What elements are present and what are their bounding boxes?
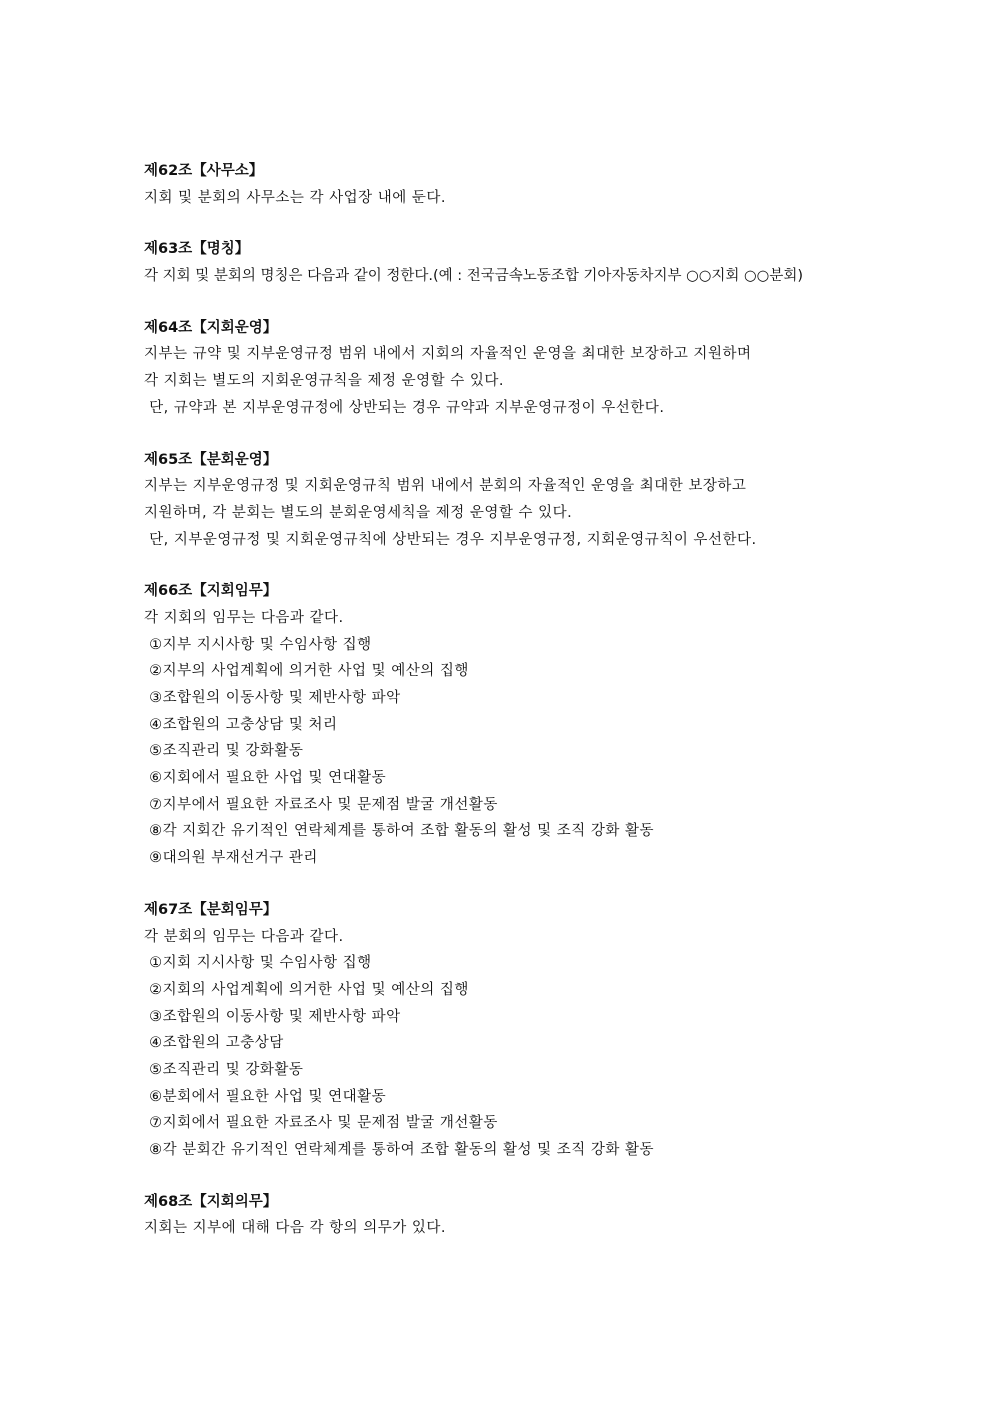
list-item: ⑦지부에서 필요한 자료조사 및 문제점 발굴 개선활동 — [144, 796, 498, 813]
list-item: ④조합원의 고충상담 — [144, 1035, 284, 1052]
article-text-line: 단, 규약과 본 지부운영규정에 상반되는 경우 규약과 지부운영규정이 우선한다. — [144, 399, 665, 416]
article-62 — [144, 158, 860, 211]
article-text-line: 지원하며, 각 분회는 별도의 분회운영세칙을 제정 운영할 수 있다. — [144, 504, 573, 521]
list-item: ⑥지회에서 필요한 사업 및 연대활동 — [144, 770, 387, 787]
article-text-line: 지부는 규약 및 지부운영규정 범위 내에서 지회의 자율적인 운영을 최대한 보장하고 지원하며 — [144, 346, 752, 363]
list-item: ②지부의 사업계획에 의거한 사업 및 예산의 집행 — [144, 663, 469, 680]
article-text-line: 단, 지부운영규정 및 지회운영규칙에 상반되는 경우 지부운영규정, 지회운영규칙이 우선한다. — [144, 531, 757, 548]
article-65 — [144, 447, 860, 554]
article-title: 제63조【명칭】 — [144, 241, 250, 258]
article-title: 제66조【지회임무】 — [144, 583, 278, 600]
list-item: ②지회의 사업계획에 의거한 사업 및 예산의 집행 — [144, 981, 469, 998]
document-page — [144, 158, 860, 1267]
article-text-line: 각 지회 및 분회의 명칭은 다음과 같이 정한다.(예 : 전국금속노동조합 기아자동차지부 ○○지회 ○○분회) — [144, 268, 803, 285]
article-title: 제65조【분회운영】 — [144, 451, 278, 468]
list-item: ⑤조직관리 및 강화활동 — [144, 743, 304, 760]
list-item: ④조합원의 고충상담 및 처리 — [144, 716, 338, 733]
list-item: ⑨대의원 부재선거구 관리 — [144, 850, 318, 867]
article-text-line: 지회 및 분회의 사무소는 각 사업장 내에 둔다. — [144, 189, 446, 206]
article-68 — [144, 1189, 860, 1242]
list-item: ③조합원의 이동사항 및 제반사항 파악 — [144, 690, 401, 706]
list-item: ⑧각 지회간 유기적인 연락체계를 통하여 조합 활동의 활성 및 조직 강화 활동 — [144, 823, 655, 840]
article-66 — [144, 578, 860, 872]
article-title: 제64조【지회운영】 — [144, 319, 278, 336]
article-text-line: 각 지회는 별도의 지회운영규칙을 제정 운영할 수 있다. — [144, 373, 505, 390]
article-text-line: 지회는 지부에 대해 다음 각 항의 의무가 있다. — [144, 1220, 446, 1237]
article-text-line: 지부는 지부운영규정 및 지회운영규칙 범위 내에서 분회의 자율적인 운영을 최대한 보장하고 — [144, 478, 747, 495]
article-63 — [144, 236, 860, 289]
list-item: ③조합원의 이동사항 및 제반사항 파악 — [144, 1008, 401, 1025]
list-item: ①지회 지시사항 및 수임사항 집행 — [144, 955, 372, 972]
article-text-line: 각 지회의 임무는 다음과 같다. — [144, 609, 344, 626]
list-item: ⑥분회에서 필요한 사업 및 연대활동 — [144, 1088, 387, 1105]
list-item: ⑦지회에서 필요한 자료조사 및 문제점 발굴 개선활동 — [144, 1115, 498, 1132]
list-item: ⑧각 분회간 유기적인 연락체계를 통하여 조합 활동의 활성 및 조직 강화 활동 — [144, 1142, 655, 1158]
list-item: ⑤조직관리 및 강화활동 — [144, 1061, 304, 1078]
article-title: 제67조【분회임무】 — [144, 901, 278, 918]
article-title: 제68조【지회의무】 — [144, 1193, 278, 1210]
article-64 — [144, 315, 860, 422]
article-text-line: 각 분회의 임무는 다음과 같다. — [144, 928, 344, 945]
article-title: 제62조【사무소】 — [144, 163, 264, 179]
article-67 — [144, 897, 860, 1164]
list-item: ①지부 지시사항 및 수임사항 집행 — [144, 636, 372, 653]
